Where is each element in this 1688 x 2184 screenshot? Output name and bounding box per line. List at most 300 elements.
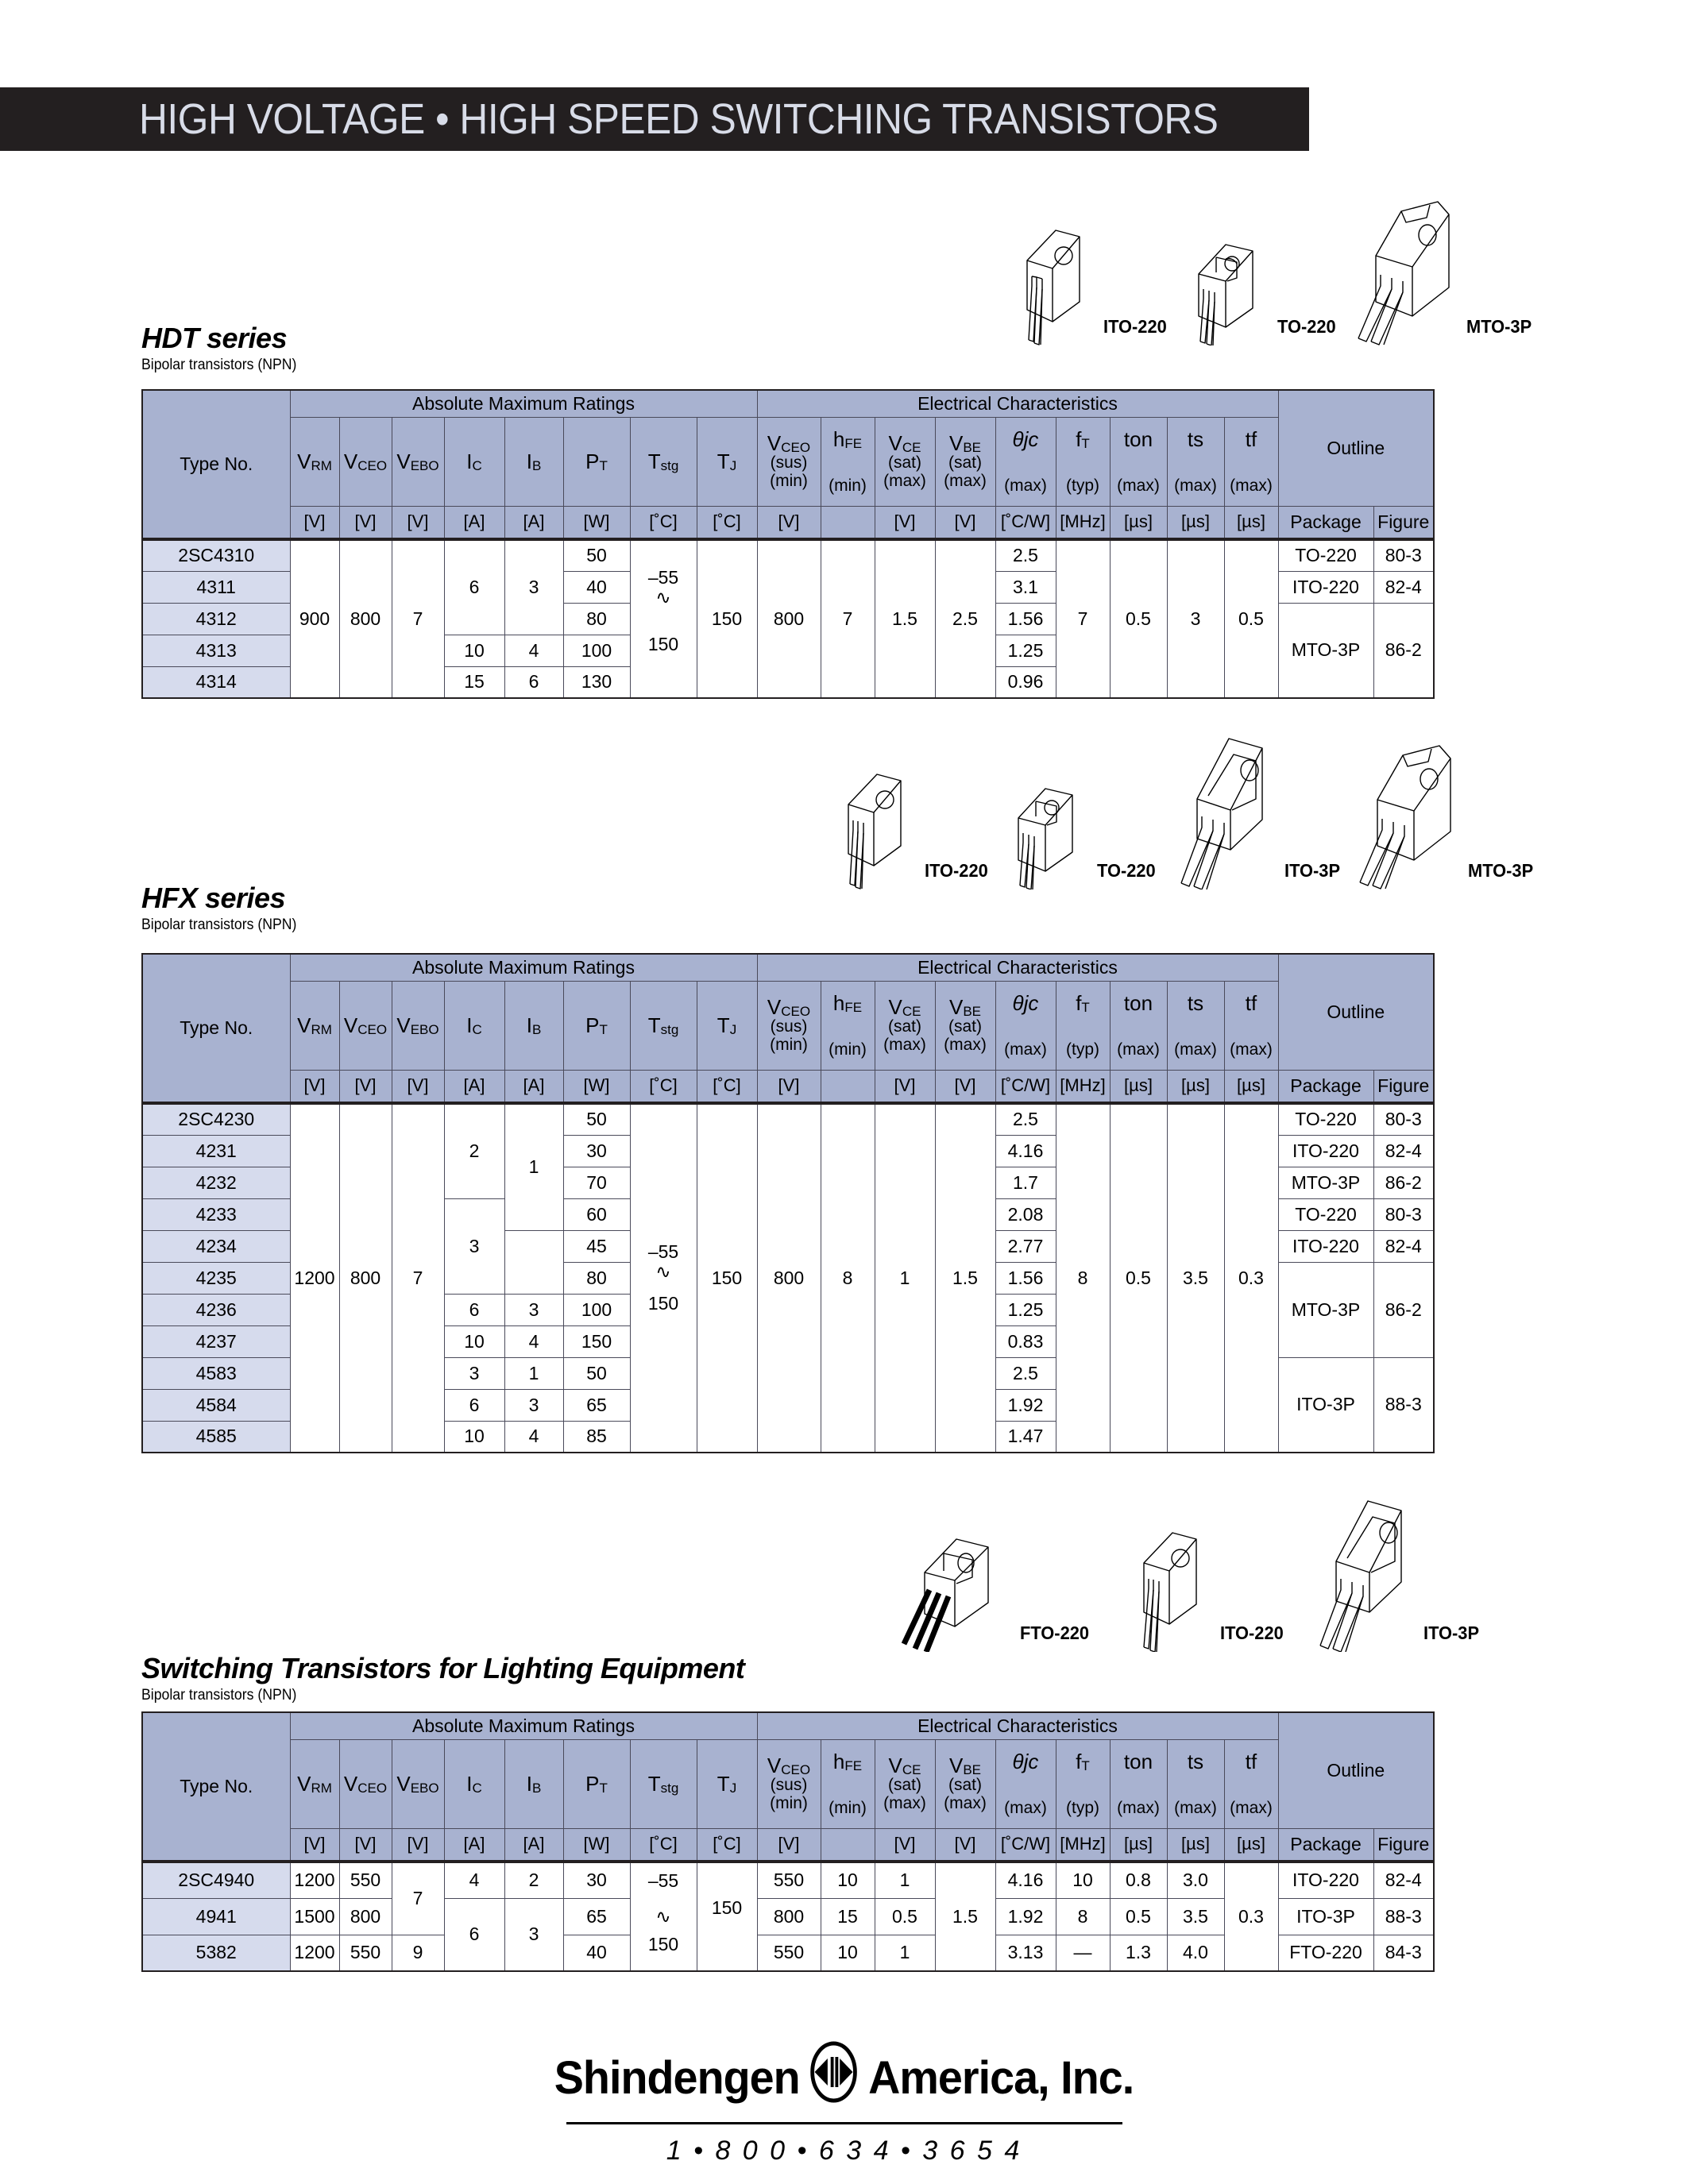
sym-vebo: $V_{EBO}$ — [392, 981, 444, 1070]
sym-hfe: $h_{FE}$ (min) — [821, 981, 875, 1070]
unit-ts: [µs] — [1167, 1070, 1224, 1103]
sym-hfe: $h_{FE}$ (min) — [821, 417, 875, 506]
ic-cell: 10 — [444, 1421, 504, 1453]
ton-cell: 0.8 — [1110, 1862, 1167, 1898]
pt-cell: 65 — [563, 1389, 630, 1421]
ic-cell: 6 — [444, 1294, 504, 1325]
table-unit-row — [142, 1070, 1434, 1103]
unit-ft: [MHz] — [1056, 1828, 1110, 1862]
sym-tj: $T_J$ — [697, 1739, 757, 1828]
hfe-cell: 15 — [821, 1898, 875, 1935]
unit-ib: [A] — [504, 1828, 563, 1862]
table-row — [142, 1862, 1434, 1898]
ton-cell: 0.5 — [1110, 1898, 1167, 1935]
vceo-cell: 800 — [339, 1103, 392, 1453]
vceo-sus-cell: 800 — [757, 539, 821, 698]
theta-cell: 4.16 — [995, 1135, 1056, 1167]
sym-vrm: $V_{RM}$ — [290, 417, 339, 506]
sym-ton: ton (max) — [1110, 1739, 1167, 1828]
ito-220-drawing — [818, 743, 921, 889]
unit-tj: [˚C] — [697, 506, 757, 539]
type-cell: 4233 — [142, 1198, 290, 1230]
ton-cell: 0.5 — [1110, 539, 1167, 698]
section-lighting-heading — [141, 1652, 744, 1704]
unit-vbe-sat: [V] — [935, 506, 995, 539]
unit-tf: [µs] — [1224, 506, 1278, 539]
pt-cell: 50 — [563, 539, 630, 571]
vce-sat-cell: 1 — [875, 1935, 935, 1971]
outline-figure-cell: 82-4 — [1373, 1135, 1434, 1167]
theta-cell: 0.83 — [995, 1325, 1056, 1357]
hfx-series-subtitle: Bipolar transistors (NPN) — [141, 916, 297, 933]
hfx-package-illustrations — [818, 731, 1537, 889]
mto-3p-drawing — [1344, 191, 1463, 345]
pt-cell: 80 — [563, 1262, 630, 1294]
outline-figure-header: Figure — [1373, 1828, 1434, 1862]
theta-cell: 2.08 — [995, 1198, 1056, 1230]
company-logo — [34, 2041, 1655, 2114]
unit-ts: [µs] — [1167, 1828, 1224, 1862]
ib-cell: 4 — [504, 1421, 563, 1453]
type-no-header: Type No. — [142, 1712, 290, 1862]
unit-tstg: [˚C] — [630, 506, 697, 539]
sym-vce-sat: $V_{CE}$ (sat) (max) — [875, 981, 935, 1070]
vebo-cell: 7 — [392, 1103, 444, 1453]
sym-vce-sat: $V_{CE}$ (sat) (max) — [875, 417, 935, 506]
package-ito220 — [997, 199, 1170, 345]
sym-vbe-sat: $V_{BE}$ (sat) (max) — [935, 1739, 995, 1828]
package-fto220 — [898, 1501, 1093, 1652]
sym-vceo: $V_{CEO}$ — [339, 1739, 392, 1828]
sym-ts: ts (max) — [1167, 981, 1224, 1070]
ib-cell: 3 — [504, 1294, 563, 1325]
tstg-spacer — [630, 1103, 697, 1230]
hdt-series-subtitle: Bipolar transistors (NPN) — [141, 357, 297, 373]
pt-cell: 60 — [563, 1198, 630, 1230]
outline-figure-cell: 82-4 — [1373, 1862, 1434, 1898]
unit-vceo-sus: [V] — [757, 1070, 821, 1103]
package-label-to220: TO-220 — [1096, 860, 1156, 881]
theta-cell: 2.5 — [995, 1357, 1056, 1389]
theta-cell: 3.13 — [995, 1935, 1056, 1971]
vbe-sat-cell: 1.5 — [935, 1862, 995, 1971]
outline-group-header: Outline — [1278, 390, 1434, 506]
fto-220-drawing — [898, 1501, 1017, 1652]
unit-vce-sat: [V] — [875, 506, 935, 539]
theta-cell: 3.1 — [995, 571, 1056, 603]
ft-cell: 8 — [1056, 1898, 1110, 1935]
footer-divider — [566, 2122, 1122, 2124]
ts-cell: 3.5 — [1167, 1103, 1224, 1453]
unit-vbe-sat: [V] — [935, 1070, 995, 1103]
unit-pt: [W] — [563, 506, 630, 539]
lighting-title: Switching Transistors for Lighting Equipment — [141, 1652, 745, 1684]
ib-cell: 2 — [504, 1862, 563, 1898]
mto-3p-drawing — [1346, 735, 1465, 889]
sym-theta-jc: θjc (max) — [995, 1739, 1056, 1828]
vrm-cell: 1500 — [290, 1898, 339, 1935]
vceo-sus-cell: 800 — [757, 1103, 821, 1453]
ts-cell: 4.0 — [1167, 1935, 1224, 1971]
ic-cell: 3 — [444, 1198, 504, 1294]
pt-cell: 70 — [563, 1167, 630, 1198]
vrm-cell: 900 — [290, 539, 339, 698]
outline-package-cell: TO-220 — [1278, 539, 1373, 571]
unit-ton: [µs] — [1110, 506, 1167, 539]
unit-theta-jc: [˚C/W] — [995, 1828, 1056, 1862]
sym-tf: tf (max) — [1224, 1739, 1278, 1828]
unit-hfe — [821, 506, 875, 539]
outline-package-cell: ITO-220 — [1278, 1862, 1373, 1898]
unit-vce-sat: [V] — [875, 1070, 935, 1103]
to-220-drawing — [995, 743, 1094, 889]
theta-cell: 1.56 — [995, 603, 1056, 635]
unit-vrm: [V] — [290, 1828, 339, 1862]
package-to220 — [995, 743, 1159, 889]
type-cell: 4584 — [142, 1389, 290, 1421]
sym-ts: ts (max) — [1167, 417, 1224, 506]
type-cell: 4314 — [142, 666, 290, 698]
abs-max-group-header: Absolute Maximum Ratings — [290, 1712, 757, 1739]
ib-cell: 4 — [504, 635, 563, 666]
page-title: HIGH VOLTAGE • HIGH SPEED SWITCHING TRANSISTORS — [139, 95, 1219, 143]
tj-cell: 150 — [697, 539, 757, 698]
vrm-cell: 1200 — [290, 1862, 339, 1898]
unit-ft: [MHz] — [1056, 1070, 1110, 1103]
outline-package-cell: MTO-3P — [1278, 1167, 1373, 1198]
vce-sat-cell: 1 — [875, 1862, 935, 1898]
vebo-cell: 9 — [392, 1935, 444, 1971]
elec-char-group-header: Electrical Characteristics — [757, 954, 1278, 981]
ic-cell: 6 — [444, 1389, 504, 1421]
theta-cell: 1.92 — [995, 1389, 1056, 1421]
outline-figure-header: Figure — [1373, 506, 1434, 539]
table-unit-row — [142, 506, 1434, 539]
ib-cell: 3 — [504, 539, 563, 635]
unit-theta-jc: [˚C/W] — [995, 506, 1056, 539]
sym-tj: $T_J$ — [697, 981, 757, 1070]
outline-package-header: Package — [1278, 1828, 1373, 1862]
sym-pt: $P_T$ — [563, 417, 630, 506]
package-mto3p — [1344, 191, 1535, 345]
ib-cell: 3 — [504, 1898, 563, 1971]
ft-cell: 7 — [1056, 539, 1110, 698]
unit-tf: [µs] — [1224, 1828, 1278, 1862]
hfe-cell: 10 — [821, 1935, 875, 1971]
sym-vrm: $V_{RM}$ — [290, 1739, 339, 1828]
sym-pt: $P_T$ — [563, 1739, 630, 1828]
package-label-mto3p: MTO-3P — [1468, 860, 1534, 881]
page-header-banner — [0, 87, 1309, 151]
ito-3p-drawing — [1301, 1493, 1420, 1652]
unit-ts: [µs] — [1167, 506, 1224, 539]
package-label-ito3p: ITO-3P — [1284, 860, 1340, 881]
table-group-header-row — [142, 390, 1434, 417]
outline-figure-cell: 86-2 — [1373, 1262, 1434, 1357]
type-cell: 4311 — [142, 571, 290, 603]
sym-ib: $I_B$ — [504, 1739, 563, 1828]
unit-vbe-sat: [V] — [935, 1828, 995, 1862]
outline-package-cell: ITO-220 — [1278, 571, 1373, 603]
package-ito3p — [1162, 731, 1343, 889]
hfx-series-title: HFX series — [141, 882, 286, 914]
outline-figure-cell: 80-3 — [1373, 539, 1434, 571]
unit-ib: [A] — [504, 1070, 563, 1103]
type-cell: 4941 — [142, 1898, 290, 1935]
tf-cell: 0.3 — [1224, 1862, 1278, 1971]
abs-max-group-header: Absolute Maximum Ratings — [290, 954, 757, 981]
type-cell: 4234 — [142, 1230, 290, 1262]
vbe-sat-cell: 1.5 — [935, 1103, 995, 1453]
lighting-package-illustrations — [898, 1493, 1481, 1652]
unit-theta-jc: [˚C/W] — [995, 1070, 1056, 1103]
lighting-spec-table-wrap — [141, 1711, 1435, 1972]
type-no-header: Type No. — [142, 954, 290, 1103]
theta-cell: 1.56 — [995, 1262, 1056, 1294]
sym-hfe: $h_{FE}$ (min) — [821, 1739, 875, 1828]
outline-figure-cell: 80-3 — [1373, 1198, 1434, 1230]
outline-group-header: Outline — [1278, 954, 1434, 1070]
sym-vceo: $V_{CEO}$ — [339, 981, 392, 1070]
unit-ft: [MHz] — [1056, 506, 1110, 539]
unit-ic: [A] — [444, 506, 504, 539]
pt-cell: 65 — [563, 1898, 630, 1935]
vceo-cell: 800 — [339, 1898, 392, 1935]
sym-vbe-sat: $V_{BE}$ (sat) (max) — [935, 981, 995, 1070]
table-symbol-row — [142, 981, 1434, 1070]
sym-vbe-sat: $V_{BE}$ (sat) (max) — [935, 417, 995, 506]
hfx-spec-table-wrap — [141, 953, 1435, 1453]
tf-cell: 0.3 — [1224, 1103, 1278, 1453]
tj-cell: 150 — [697, 1898, 757, 1971]
ic-cell: 10 — [444, 1325, 504, 1357]
pt-cell: 40 — [563, 1935, 630, 1971]
ito-220-drawing — [997, 199, 1100, 345]
type-cell: 4237 — [142, 1325, 290, 1357]
type-cell: 4313 — [142, 635, 290, 666]
vce-sat-cell: 0.5 — [875, 1898, 935, 1935]
ib-cell: 1 — [504, 1103, 563, 1230]
outline-figure-cell: 84-3 — [1373, 1935, 1434, 1971]
pt-cell: 85 — [563, 1421, 630, 1453]
elec-char-group-header: Electrical Characteristics — [757, 390, 1278, 417]
type-cell: 2SC4230 — [142, 1103, 290, 1135]
unit-vrm: [V] — [290, 1070, 339, 1103]
unit-tf: [µs] — [1224, 1070, 1278, 1103]
outline-figure-cell: 86-2 — [1373, 603, 1434, 698]
unit-vce-sat: [V] — [875, 1828, 935, 1862]
type-cell: 4312 — [142, 603, 290, 635]
company-name-right: America, Inc. — [868, 2051, 1134, 2104]
type-cell: 4231 — [142, 1135, 290, 1167]
tstg-cell: ∿ — [630, 1898, 697, 1935]
unit-vceo-sus: [V] — [757, 506, 821, 539]
type-cell: 4232 — [142, 1167, 290, 1198]
outline-package-header: Package — [1278, 506, 1373, 539]
ic-cell: 10 — [444, 635, 504, 666]
outline-figure-cell: 82-4 — [1373, 1230, 1434, 1262]
hfe-cell: 10 — [821, 1862, 875, 1898]
pt-cell: 150 — [563, 1325, 630, 1357]
outline-package-cell: FTO-220 — [1278, 1935, 1373, 1971]
ib-cell: 6 — [504, 666, 563, 698]
sym-pt: $P_T$ — [563, 981, 630, 1070]
ic-cell: 15 — [444, 666, 504, 698]
outline-package-cell: ITO-220 — [1278, 1230, 1373, 1262]
pt-cell: 80 — [563, 603, 630, 635]
table-symbol-row — [142, 1739, 1434, 1828]
vrm-cell: 1200 — [290, 1103, 339, 1453]
shindengen-emblem-icon — [804, 2041, 863, 2114]
company-name-left: Shindengen — [554, 2051, 800, 2104]
vceo-cell: 800 — [339, 539, 392, 698]
ton-cell: 1.3 — [1110, 1935, 1167, 1971]
section-hfx-heading — [141, 882, 308, 934]
vceo-cell: 550 — [339, 1935, 392, 1971]
package-label-to220: TO-220 — [1277, 316, 1336, 337]
ft-cell: 8 — [1056, 1103, 1110, 1453]
page-footer — [0, 2041, 1688, 2167]
package-ito3p — [1301, 1493, 1482, 1652]
sym-tf: tf (max) — [1224, 981, 1278, 1070]
sym-ft: $f_T$ (typ) — [1056, 981, 1110, 1070]
unit-tj: [˚C] — [697, 1070, 757, 1103]
type-cell: 4583 — [142, 1357, 290, 1389]
pt-cell: 50 — [563, 1357, 630, 1389]
sym-ft: $f_T$ (typ) — [1056, 1739, 1110, 1828]
tstg-cell: –55 ∿ — [630, 1230, 697, 1294]
theta-cell: 2.5 — [995, 539, 1056, 571]
elec-char-group-header: Electrical Characteristics — [757, 1712, 1278, 1739]
unit-ib: [A] — [504, 506, 563, 539]
to-220-drawing — [1175, 199, 1274, 345]
type-cell: 5382 — [142, 1935, 290, 1971]
theta-cell: 4.16 — [995, 1862, 1056, 1898]
theta-cell: 1.25 — [995, 1294, 1056, 1325]
unit-ic: [A] — [444, 1828, 504, 1862]
sym-theta-jc: θjc (max) — [995, 981, 1056, 1070]
ft-cell: 10 — [1056, 1862, 1110, 1898]
unit-pt: [W] — [563, 1070, 630, 1103]
sym-ic: $I_C$ — [444, 417, 504, 506]
pt-cell: 130 — [563, 666, 630, 698]
outline-package-cell: ITO-3P — [1278, 1357, 1373, 1453]
outline-group-header: Outline — [1278, 1712, 1434, 1828]
table-row — [142, 539, 1434, 571]
unit-hfe — [821, 1828, 875, 1862]
sym-vebo: $V_{EBO}$ — [392, 1739, 444, 1828]
unit-vrm: [V] — [290, 506, 339, 539]
tstg-cell: –55 ∿ — [630, 539, 697, 635]
pt-cell: 40 — [563, 571, 630, 603]
unit-tstg: [˚C] — [630, 1828, 697, 1862]
sym-ib: $I_B$ — [504, 417, 563, 506]
package-ito220 — [818, 743, 991, 889]
type-cell: 4236 — [142, 1294, 290, 1325]
theta-cell: 1.25 — [995, 635, 1056, 666]
tstg-cell-bottom: 150 — [630, 1294, 697, 1453]
type-cell: 2SC4940 — [142, 1862, 290, 1898]
pt-cell: 30 — [563, 1135, 630, 1167]
hfe-cell: 8 — [821, 1103, 875, 1453]
ito-3p-drawing — [1162, 731, 1281, 889]
ic-cell: 3 — [444, 1357, 504, 1389]
unit-vebo: [V] — [392, 506, 444, 539]
package-mto3p — [1346, 735, 1536, 889]
package-to220 — [1175, 199, 1339, 345]
sym-vce-sat: $V_{CE}$ (sat) (max) — [875, 1739, 935, 1828]
lighting-subtitle: Bipolar transistors (NPN) — [141, 1687, 297, 1704]
sym-vceo-sus: $V_{CEO}$ (sus) (min) — [757, 981, 821, 1070]
sym-tj: $T_J$ — [697, 417, 757, 506]
hdt-package-illustrations — [997, 191, 1535, 345]
ib-cell: 1 — [504, 1357, 563, 1389]
ts-cell: 3.5 — [1167, 1898, 1224, 1935]
hdt-spec-table-wrap — [141, 389, 1435, 699]
tstg-cell-bottom: 150 — [630, 1935, 697, 1971]
outline-package-cell: MTO-3P — [1278, 603, 1373, 698]
table-group-header-row — [142, 1712, 1434, 1739]
sym-ton: ton (max) — [1110, 417, 1167, 506]
section-hdt-heading — [141, 322, 308, 374]
table-row — [142, 1103, 1434, 1135]
outline-figure-cell: 88-3 — [1373, 1357, 1434, 1453]
table-symbol-row — [142, 417, 1434, 506]
theta-cell: 1.92 — [995, 1898, 1056, 1935]
hdt-series-title: HDT series — [141, 322, 288, 354]
sym-tstg: $T_{stg}$ — [630, 981, 697, 1070]
unit-ton: [µs] — [1110, 1828, 1167, 1862]
unit-vceo-sus: [V] — [757, 1828, 821, 1862]
sym-vebo: $V_{EBO}$ — [392, 417, 444, 506]
vceo-sus-cell: 550 — [757, 1862, 821, 1898]
theta-cell: 2.77 — [995, 1230, 1056, 1262]
outline-package-cell: TO-220 — [1278, 1198, 1373, 1230]
outline-figure-header: Figure — [1373, 1070, 1434, 1103]
package-label-ito220: ITO-220 — [1103, 316, 1167, 337]
ib-cell: 3 — [504, 1389, 563, 1421]
sym-vrm: $V_{RM}$ — [290, 981, 339, 1070]
tstg-cell-bottom: 150 — [630, 635, 697, 698]
ic-cell: 6 — [444, 1898, 504, 1971]
outline-package-cell: ITO-3P — [1278, 1898, 1373, 1935]
tstg-cell: –55 — [630, 1862, 697, 1898]
ib-cell: 4 — [504, 1325, 563, 1357]
lighting-spec-table — [141, 1711, 1435, 1972]
pt-cell: 100 — [563, 635, 630, 666]
pt-cell: 50 — [563, 1103, 630, 1135]
unit-vceo: [V] — [339, 1828, 392, 1862]
package-label-ito220: ITO-220 — [1219, 1623, 1284, 1643]
vrm-cell: 1200 — [290, 1935, 339, 1971]
ito-220-drawing — [1114, 1501, 1217, 1652]
package-label-ito220: ITO-220 — [925, 860, 988, 881]
vebo-cell: 7 — [392, 1862, 444, 1935]
hfx-spec-table — [141, 953, 1435, 1453]
type-cell: 4585 — [142, 1421, 290, 1453]
tf-cell: 0.5 — [1224, 539, 1278, 698]
sym-ic: $I_C$ — [444, 981, 504, 1070]
outline-figure-cell: 86-2 — [1373, 1167, 1434, 1198]
pt-cell: 100 — [563, 1294, 630, 1325]
ton-cell: 0.5 — [1110, 1103, 1167, 1453]
ft-cell: — — [1056, 1935, 1110, 1971]
package-label-ito3p: ITO-3P — [1423, 1623, 1479, 1643]
outline-figure-cell: 82-4 — [1373, 571, 1434, 603]
type-no-header: Type No. — [142, 390, 290, 539]
table-group-header-row — [142, 954, 1434, 981]
ib-cell — [504, 1230, 563, 1294]
